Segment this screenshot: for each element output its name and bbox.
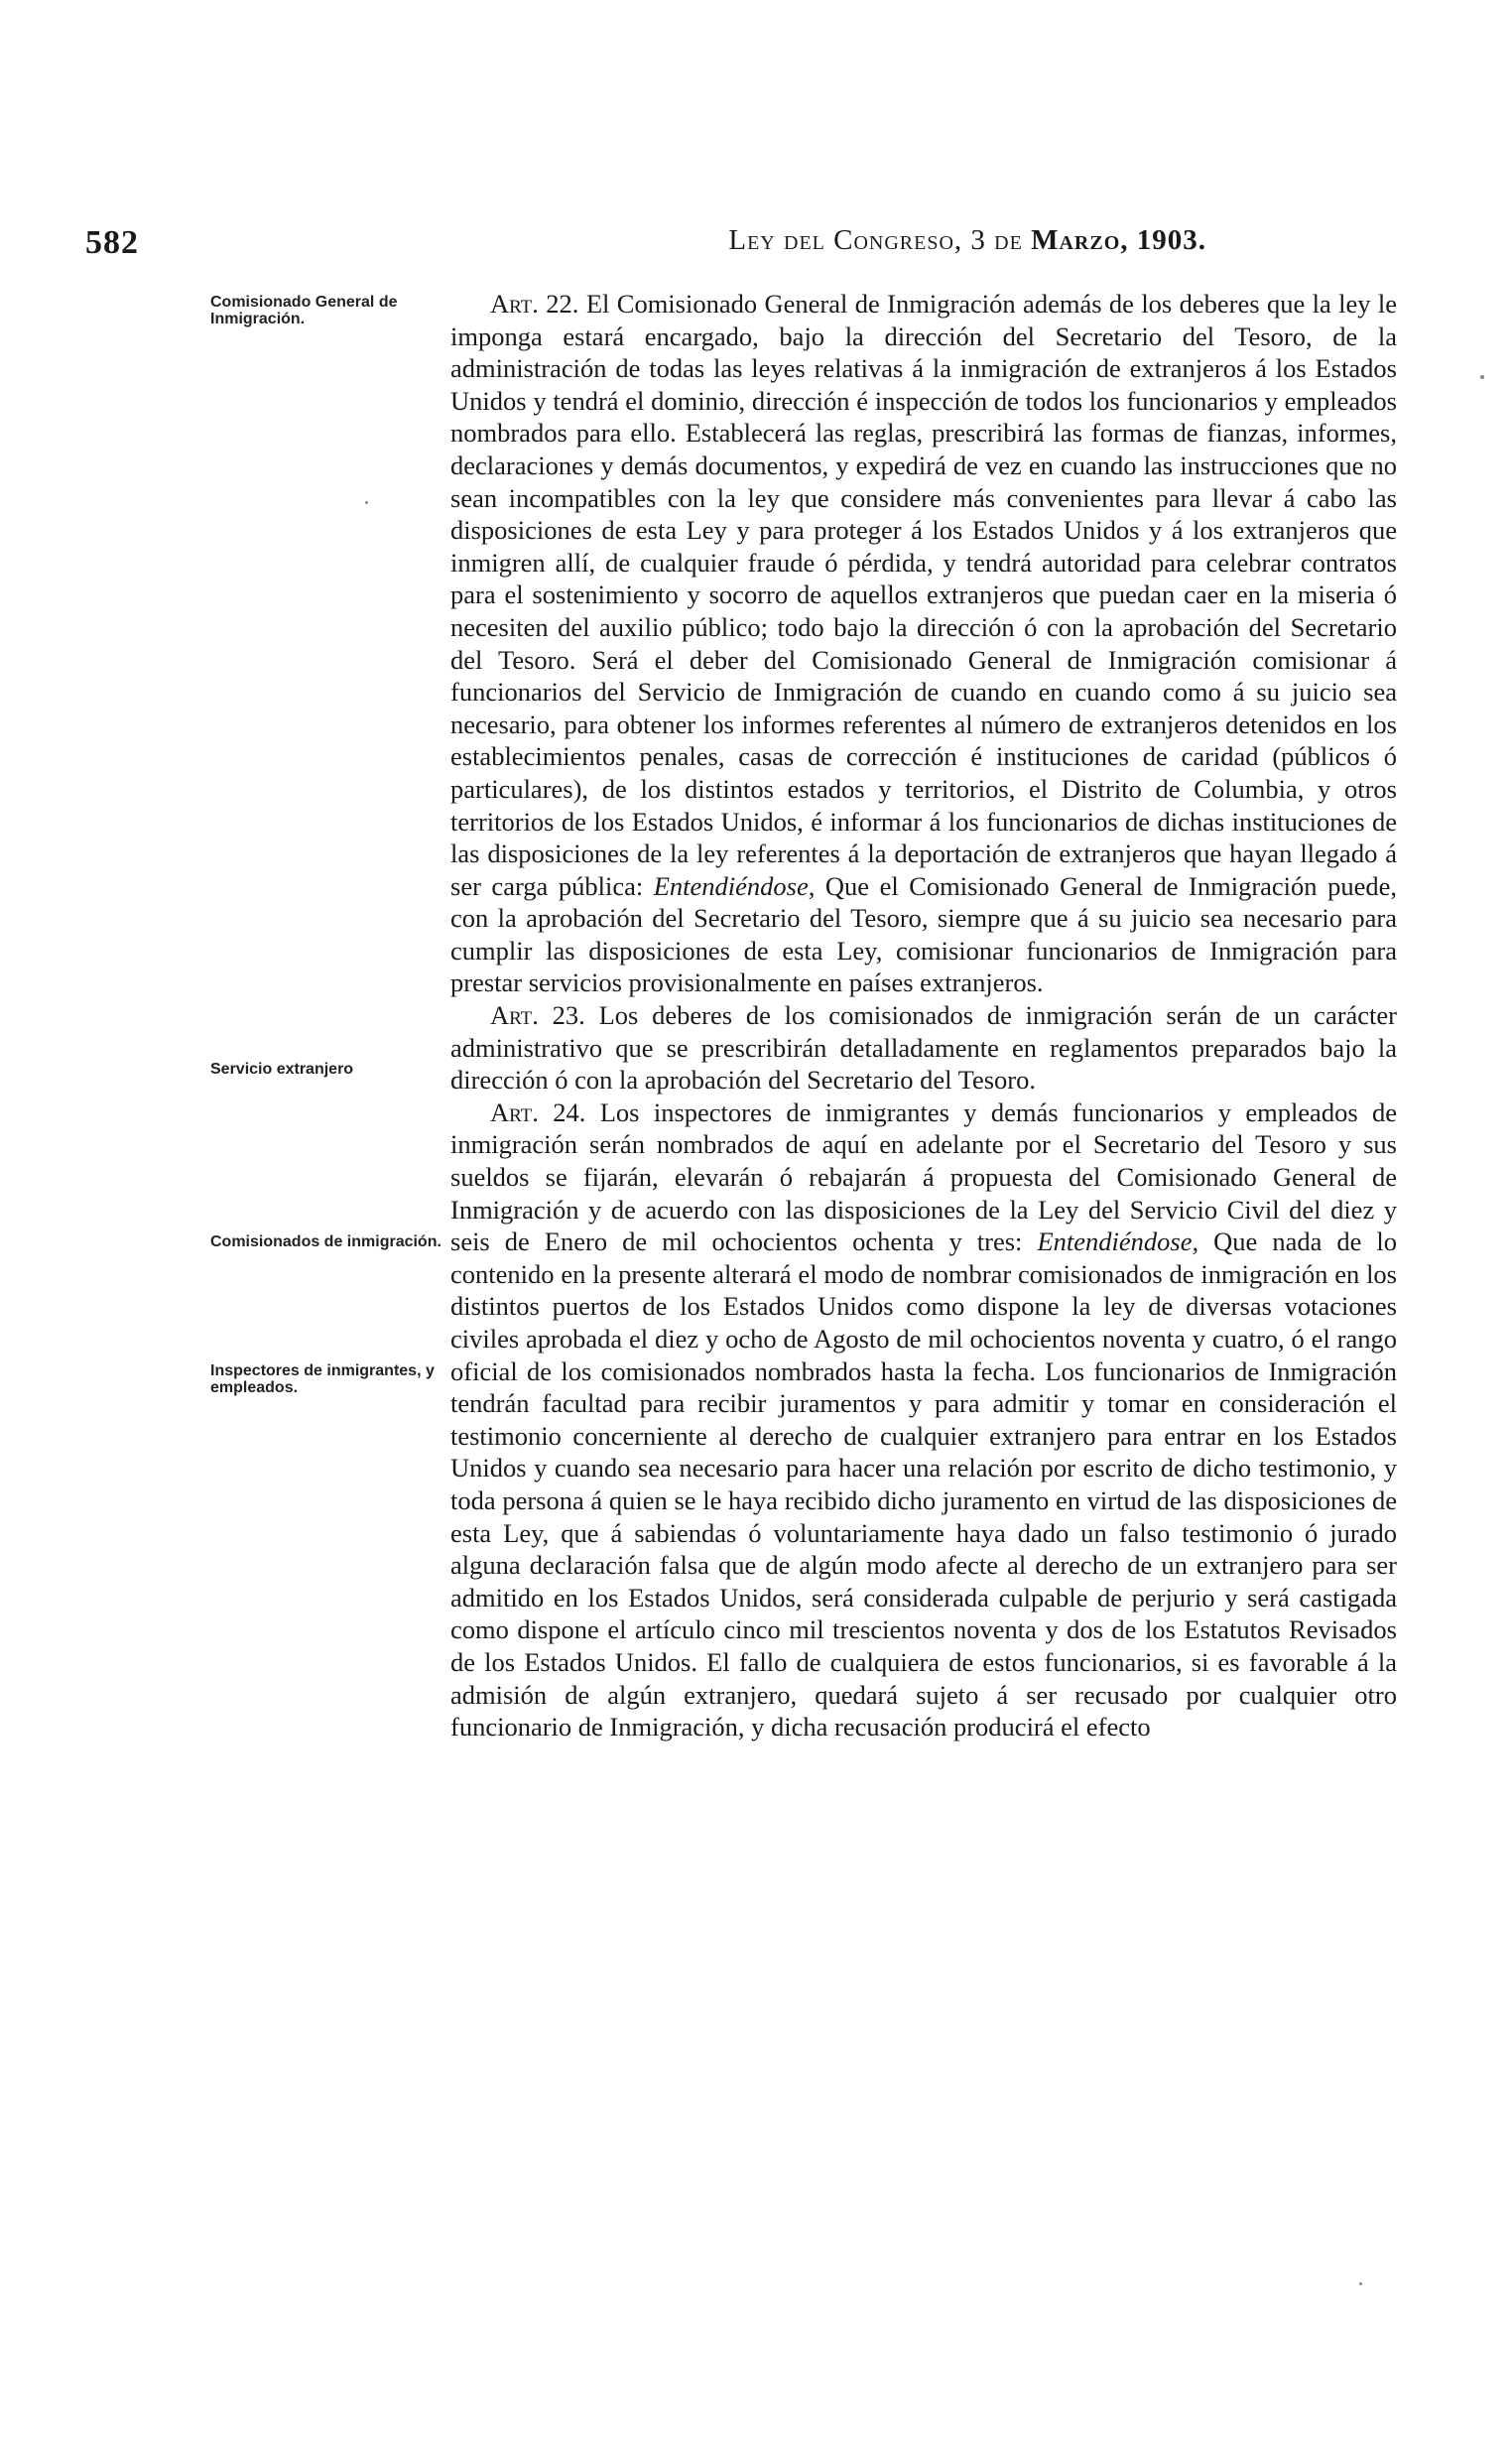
- page-header: [85, 224, 1206, 264]
- page-number: 582: [85, 224, 139, 261]
- margin-note-servicio-extranjero: Servicio extranjero: [210, 1061, 354, 1078]
- article-24: [450, 1097, 1397, 1743]
- margin-note-comisionados: Comisionados de inmigración.: [210, 1233, 441, 1250]
- scan-speck: [1480, 375, 1484, 379]
- article-22: [450, 288, 1397, 999]
- running-head-date: Marzo, 1903.: [1031, 224, 1206, 256]
- proviso-text: Que nada de lo contenido en la presente alterará el modo de nombrar comisionados de inmigración en los distintos puertos de los Estados Unidos como dispone la ley de diversas votaciones civiles aprobada el diez y ocho de Agosto de mil ochocientos noventa y cuatro, ó el rango oficial de los comisionados nombrados hasta la fecha. Los funcionarios de Inmigración tendrán facultad para recibir juramentos y para admitir y tomar en consideración el testimonio concerniente al derecho de cualquier extranjero para entrar en los Estados Unidos y cuando sea necesario para hacer una relación por escrito de dicho testimonio, y toda persona á quien se le haya recibido dicho juramento en virtud de las disposiciones de esta Ley, que á sabiendas ó voluntariamente haya dado un falso testimonio ó jurado alguna declaración falsa que de algún modo afecte al derecho de un extranjero para ser admitido en los Estados Unidos, será considerada culpable de perjurio y será castigada como dispone el artículo cinco mil trescientos noventa y dos de los Estatutos Revisados de los Estados Unidos. El fallo de cualquiera de estos funcionarios, si es favorable á la admisión de algún extranjero, quedará sujeto á ser recusado por cualquier otro funcionario de Inmigración, y dicha recusación producirá el efecto: [450, 1226, 1398, 1743]
- margin-note-comisionado-general: Comisionado General de Inmigración.: [210, 294, 398, 327]
- article-text: Los inspectores de inmigrantes y demás funcionarios y empleados de inmigración serán nombrados de aquí en adelante por el Secretario del Tesoro y sus sueldos se fijarán, elevarán ó rebajarán á propuesta del Comisionado General de Inmigración y de acuerdo con las disposiciones de la Ley del Servicio Civil del diez y seis de Enero de mil ochocientos ochenta y tres:: [450, 1097, 1398, 1257]
- article-text: Los deberes de los comisionados de inmigración serán de un carácter administrativo que se prescribirán detalladamente en reglamentos preparados bajo la dirección ó con la aprobación del Secretario del Tesoro.: [450, 1000, 1398, 1096]
- article-label: Art. 23.: [490, 1000, 585, 1031]
- article-text: El Comisionado General de Inmigración además de los deberes que la ley le imponga estará encargado, bajo la dirección del Secretario del Tesoro, de la administración de todas las leyes relativas á la inmigración de extranjeros á los Estados Unidos y tendrá el dominio, dirección é inspección de todos los funcionarios y empleados nombrados para ello. Establecerá las reglas, prescribirá las formas de fianzas, informes, declaraciones y demás documentos, y expedirá de vez en cuando las instrucciones que no sean incompatibles con la ley que considere más convenientes para llevar á cabo las disposiciones de esta Ley y para proteger á los Estados Unidos y á los extranjeros que inmigren allí, de cualquier fraude ó pérdida, y tendrá autoridad para celebrar contratos para el sostenimiento y socorro de aquellos extranjeros que puedan caer en la miseria ó necesiten del auxilio público; todo bajo la dirección ó con la aprobación del Secretario del Tesoro. Será el deber del Comisionado General de Inmigración comisionar á funcionarios del Servicio de Inmigración de cuando en cuando como á su juicio sea necesario, para obtener los informes referentes al número de extranjeros detenidos en los establecimientos penales, casas de corrección é instituciones de caridad (públicos ó particulares), de los distintos estados y territorios, el Distrito de Columbia, y otros territorios de los Estados Unidos, é informar á los funcionarios de dichas instituciones de las disposiciones de la ley referentes á la deportación de extranjeros que hayan llegado á ser carga pública:: [450, 289, 1398, 901]
- running-head: [85, 224, 1206, 257]
- running-head-title: Ley del Congreso, 3 de: [728, 224, 1023, 256]
- proviso-label: Entendiéndose,: [653, 870, 816, 901]
- proviso-label: Entendiéndose,: [1037, 1226, 1199, 1257]
- proviso-text: Que el Comisionado General de Inmigración puede, con la aprobación del Secretario del Tesoro, siempre que á su juicio sea necesario para cumplir las disposiciones de esta Ley, comisionar funcionarios de Inmigración para prestar servicios provisionalmente en países extranjeros.: [450, 870, 1397, 998]
- article-label: Art. 22.: [490, 289, 579, 319]
- scan-speck: [1359, 2282, 1362, 2285]
- article-23: [450, 999, 1397, 1097]
- margin-note-inspectores: Inspectores de inmigrantes, y empleados.: [210, 1362, 435, 1396]
- article-label: Art. 24.: [490, 1097, 586, 1127]
- scan-speck: [365, 501, 368, 504]
- body-text: [450, 288, 1397, 1743]
